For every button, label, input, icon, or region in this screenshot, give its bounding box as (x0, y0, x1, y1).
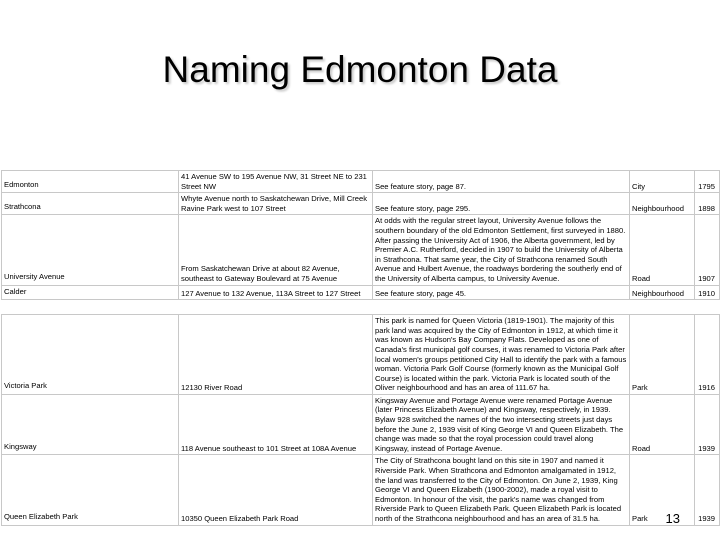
type-cell: Road (630, 215, 695, 285)
name-cell: Queen Elizabeth Park (2, 455, 179, 525)
location-cell: Whyte Avenue north to Saskatchewan Drive, Mill Creek Ravine Park west to 107 Street (179, 193, 373, 215)
location-cell: 127 Avenue to 132 Avenue, 113A Street to 127 Street (179, 285, 373, 300)
type-cell: Park (630, 315, 695, 395)
type-cell: Neighbourhood (630, 285, 695, 300)
location-cell: 10350 Queen Elizabeth Park Road (179, 455, 373, 525)
name-cell: Kingsway (2, 394, 179, 455)
name-cell: Victoria Park (2, 315, 179, 395)
description-cell: This park is named for Queen Victoria (1819-1901). The majority of this park land was acquired by the City of Edmonton in 1912, at which time it was known as Hudson's Bay Company Flats. Developed as one of Canada's first municipal golf courses, it was renamed to Victoria Park after local women's groups petitioned City Hall to identify the park with a famous woman. Victoria Park Golf Course (formerly known as the Municipal Golf Course) is located within the park. Victoria Park is located south of the Oliver neighbourhood and has an area of 111.67 ha. (373, 315, 630, 395)
table-row (2, 193, 720, 215)
description-cell: Kingsway Avenue and Portage Avenue were renamed Portage Avenue (later Princess Elizabeth Avenue) and Kingsway, respectively, in 1939. Bylaw 928 switched the names of the two intersecting streets just days before the June 2, 1939 visit of King George VI and Queen Elizabeth. The change was made so that the royal procession could travel along Kingsway, instead of Portage Avenue. (373, 394, 630, 455)
name-cell: Edmonton (2, 171, 179, 193)
year-cell: 1910 (695, 285, 720, 300)
slide-title: Naming Edmonton Data (162, 49, 558, 90)
table-separator (2, 300, 720, 315)
name-cell: Calder (2, 285, 179, 300)
description-cell: At odds with the regular street layout, University Avenue follows the southern boundary of the old Edmonton Settlement, first surveyed in 1880. After passing the University Act of 1906, the Alberta government, led by Premier A.C. Rutherford, decided in 1907 to build the University of Alberta in Strathcona. That same year, the City of Strathcona renamed South Avenue and Hulbert Avenue, the roadways bordering the southerly end of the University of Alberta campus, to University Avenue. (373, 215, 630, 285)
type-cell: Park (630, 455, 695, 525)
description-cell: See feature story, page 87. (373, 171, 630, 193)
type-cell: Neighbourhood (630, 193, 695, 215)
description-cell: The City of Strathcona bought land on this site in 1907 and named it Riverside Park. When Strathcona and Edmonton amalgamated in 1912, the land was transferred to the City of Edmonton. On June 2, 1939, King George VI and Queen Elizabeth (1900-2002), made a royal visit to Edmonton. In honour of the visit, the park's name was changed from Riverside Park to Queen Elizabeth Park. Queen Elizabeth Park is located north of the Strathcona neighbourhood and has an area of 31.5 ha. (373, 455, 630, 525)
description-cell: See feature story, page 45. (373, 285, 630, 300)
location-cell: 118 Avenue southeast to 101 Street at 108A Avenue (179, 394, 373, 455)
table-row (2, 455, 720, 525)
page-number: 13 (665, 511, 680, 526)
location-cell: 41 Avenue SW to 195 Avenue NW, 31 Street NE to 231 Street NW (179, 171, 373, 193)
table-row (2, 394, 720, 455)
type-cell: Road (630, 394, 695, 455)
table-row (2, 171, 720, 193)
year-cell: 1916 (695, 315, 720, 395)
year-cell: 1939 (695, 394, 720, 455)
names-table (1, 170, 720, 526)
table-row (2, 215, 720, 285)
type-cell: City (630, 171, 695, 193)
table-row (2, 315, 720, 395)
year-cell: 1795 (695, 171, 720, 193)
year-cell: 1898 (695, 193, 720, 215)
year-cell: 1939 (695, 455, 720, 525)
year-cell: 1907 (695, 215, 720, 285)
location-cell: From Saskatchewan Drive at about 82 Avenue, southeast to Gateway Boulevard at 75 Avenue (179, 215, 373, 285)
name-cell: Strathcona (2, 193, 179, 215)
location-cell: 12130 River Road (179, 315, 373, 395)
name-cell: University Avenue (2, 215, 179, 285)
description-cell: See feature story, page 295. (373, 193, 630, 215)
table-row (2, 285, 720, 300)
